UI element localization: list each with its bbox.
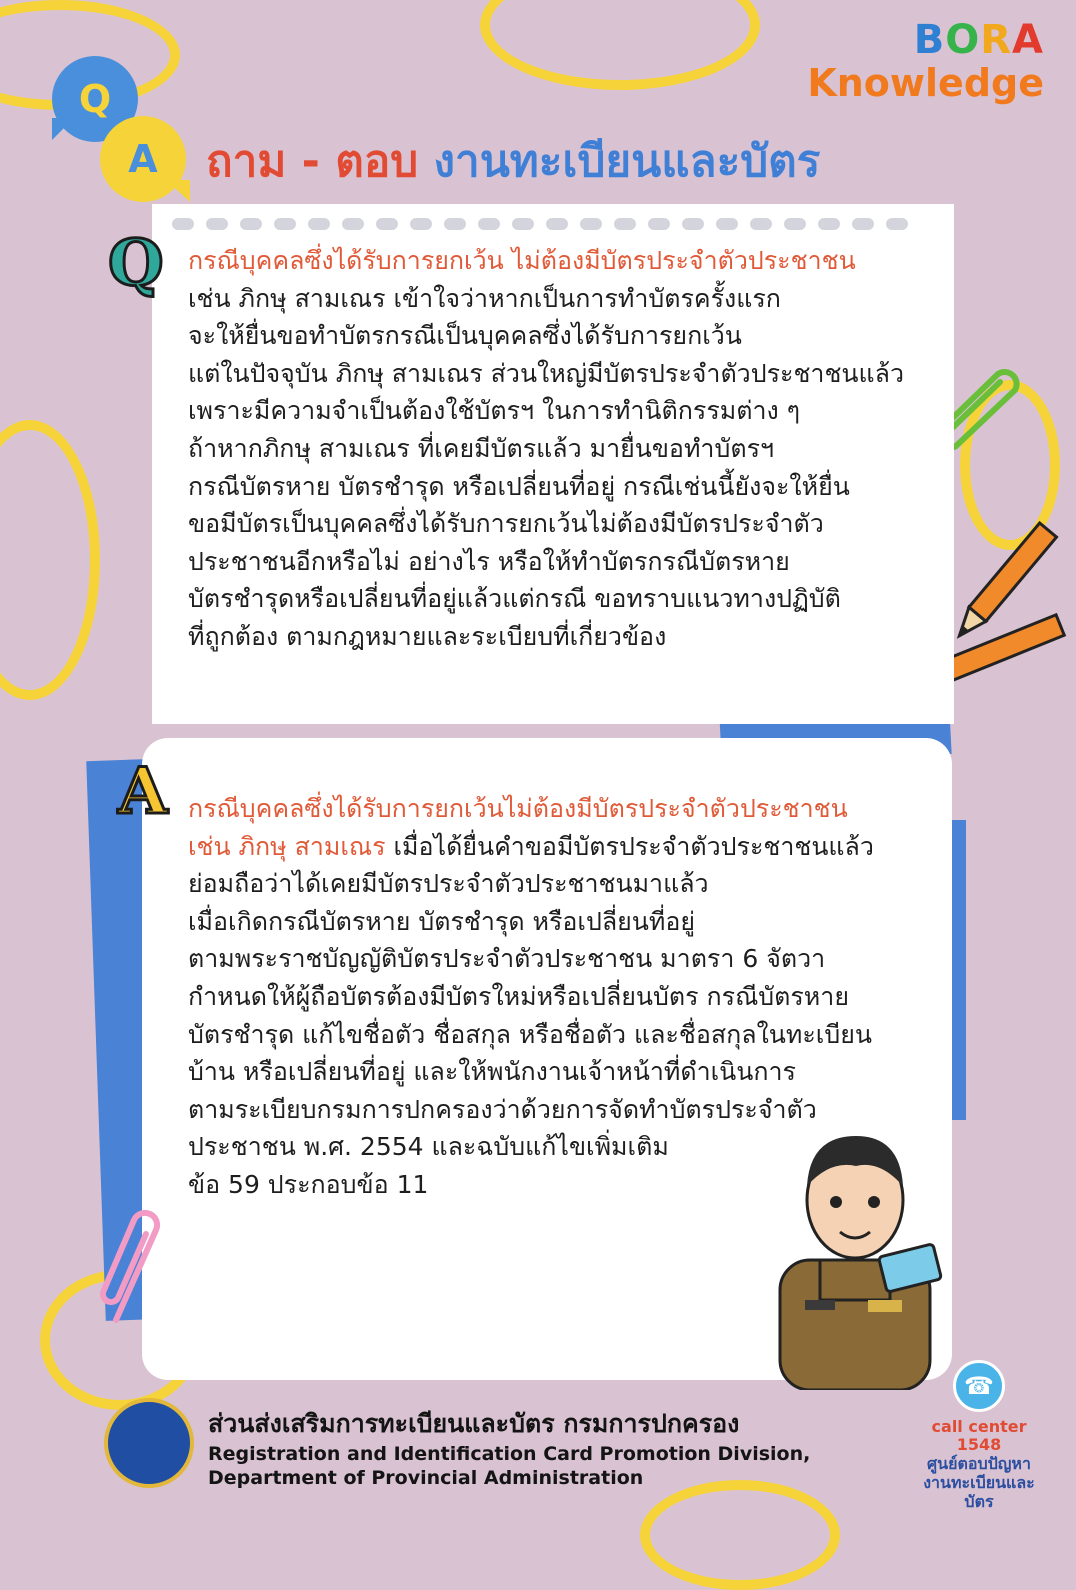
bora-knowledge-logo <box>807 18 1044 104</box>
title-part2: งานทะเบียนและบัตร <box>433 136 821 187</box>
title-part1: ถาม - ตอบ <box>206 136 419 187</box>
department-seal-logo <box>104 1398 194 1488</box>
knowledge-wordmark: Knowledge <box>807 61 1044 105</box>
question-text <box>188 242 904 656</box>
footer-english-line1: Registration and Identification Card Promotion Division, <box>208 1443 811 1465</box>
answer-line: ตามระเบียบกรมการปกครองว่าด้วยการจัดทำบัตรประจำตัว <box>188 1094 817 1124</box>
question-line: บัตรชำรุดหรือเปลี่ยนที่อยู่แล้วแต่กรณี ขอทราบแนวทางปฏิบัติ <box>188 584 841 614</box>
logo-letter: R <box>980 17 1013 63</box>
question-line: แต่ในปัจจุบัน ภิกษุ สามเณร ส่วนใหญ่มีบัตรประจำตัวประชาชนแล้ว <box>188 358 904 388</box>
question-line: ประชาชนอีกหรือไม่ อย่างไร หรือให้ทำบัตรกรณีบัตรหาย <box>188 546 790 576</box>
call-center-sub1: ศูนย์ตอบปัญหา <box>927 1454 1031 1473</box>
decor-scribble <box>0 420 100 700</box>
call-center-block <box>912 1360 1046 1511</box>
phone-icon: ☎ <box>953 1360 1005 1412</box>
question-line: ถ้าหากภิกษุ สามเณร ที่เคยมีบัตรแล้ว มายื่นขอทำบัตรฯ <box>188 433 775 463</box>
footer-thai-name: ส่วนส่งเสริมการทะเบียนและบัตร กรมการปกครอง <box>208 1409 740 1438</box>
answer-lead2-line <box>188 828 874 866</box>
q-bubble-letter: Q <box>78 77 112 121</box>
question-badge: Q <box>108 226 164 301</box>
a-bubble-letter: A <box>128 137 158 181</box>
notebook-dots <box>172 218 908 230</box>
answer-lead2: เช่น ภิกษุ สามเณร <box>188 831 386 861</box>
call-center-label: call center <box>931 1417 1027 1436</box>
question-line: ที่ถูกต้อง ตามกฎหมายและระเบียบที่เกี่ยวข้อง <box>188 621 667 651</box>
bora-wordmark <box>807 18 1044 62</box>
logo-letter: A <box>1012 17 1044 63</box>
question-line: เช่น ภิกษุ สามเณร เข้าใจว่าหากเป็นการทำบัตรครั้งแรก <box>188 283 781 313</box>
answer-badge: A <box>118 754 168 829</box>
q-bubble-tail <box>52 118 74 140</box>
question-line: ขอมีบัตรเป็นบุคคลซึ่งได้รับการยกเว้นไม่ต้องมีบัตรประจำตัว <box>188 509 824 539</box>
answer-line: ข้อ 59 ประกอบข้อ 11 <box>188 1169 429 1199</box>
question-lead: กรณีบุคคลซึ่งได้รับการยกเว้น ไม่ต้องมีบัตรประจำตัวประชาชน <box>188 246 856 275</box>
answer-line: กำหนดให้ผู้ถือบัตรต้องมีบัตรใหม่หรือเปลี่ยนบัตร กรณีบัตรหาย <box>188 981 849 1011</box>
answer-line: ตามพระราชบัญญัติบัตรประจำตัวประชาชน มาตรา 6 จัตวา <box>188 944 826 974</box>
decor-scribble <box>480 0 760 90</box>
footer-english-name <box>208 1442 810 1490</box>
answer-line: บ้าน หรือเปลี่ยนที่อยู่ และให้พนักงานเจ้าหน้าที่ดำเนินการ <box>188 1057 796 1087</box>
question-line: เพราะมีความจำเป็นต้องใช้บัตรฯ ในการทำนิติกรรมต่าง ๆ <box>188 396 801 426</box>
officer-illustration <box>760 1110 950 1390</box>
paperclip-icon <box>96 1210 176 1330</box>
call-center-number: 1548 <box>956 1435 1002 1454</box>
answer-lead2-rest: เมื่อได้ยื่นคำขอมีบัตรประจำตัวประชาชนแล้ว <box>385 831 874 861</box>
logo-letter: B <box>913 17 946 63</box>
decor-scribble <box>640 1480 840 1590</box>
answer-lead: กรณีบุคคลซึ่งได้รับการยกเว้นไม่ต้องมีบัตรประจำตัวประชาชน <box>188 794 848 823</box>
answer-line: ย่อมถือว่าได้เคยมีบัตรประจำตัวประชาชนมาแล้ว <box>188 869 709 899</box>
page-title <box>206 126 820 196</box>
a-bubble-tail <box>166 180 190 202</box>
logo-letter: O <box>945 17 981 63</box>
question-line: จะให้ยื่นขอทำบัตรกรณีเป็นบุคคลซึ่งได้รับการยกเว้น <box>188 321 742 351</box>
footer-english-line2: Department of Provincial Administration <box>208 1467 644 1489</box>
answer-line: บัตรชำรุด แก้ไขชื่อตัว ชื่อสกุล หรือชื่อตัว และชื่อสกุลในทะเบียน <box>188 1019 872 1049</box>
call-center-sub2: งานทะเบียนและบัตร <box>923 1473 1035 1511</box>
answer-line: เมื่อเกิดกรณีบัตรหาย บัตรชำรุด หรือเปลี่ยนที่อยู่ <box>188 906 696 936</box>
answer-line: ประชาชน พ.ศ. 2554 และฉบับแก้ไขเพิ่มเติม <box>188 1132 669 1162</box>
question-line: กรณีบัตรหาย บัตรชำรุด หรือเปลี่ยนที่อยู่ กรณีเช่นนี้ยังจะให้ยื่น <box>188 471 850 501</box>
